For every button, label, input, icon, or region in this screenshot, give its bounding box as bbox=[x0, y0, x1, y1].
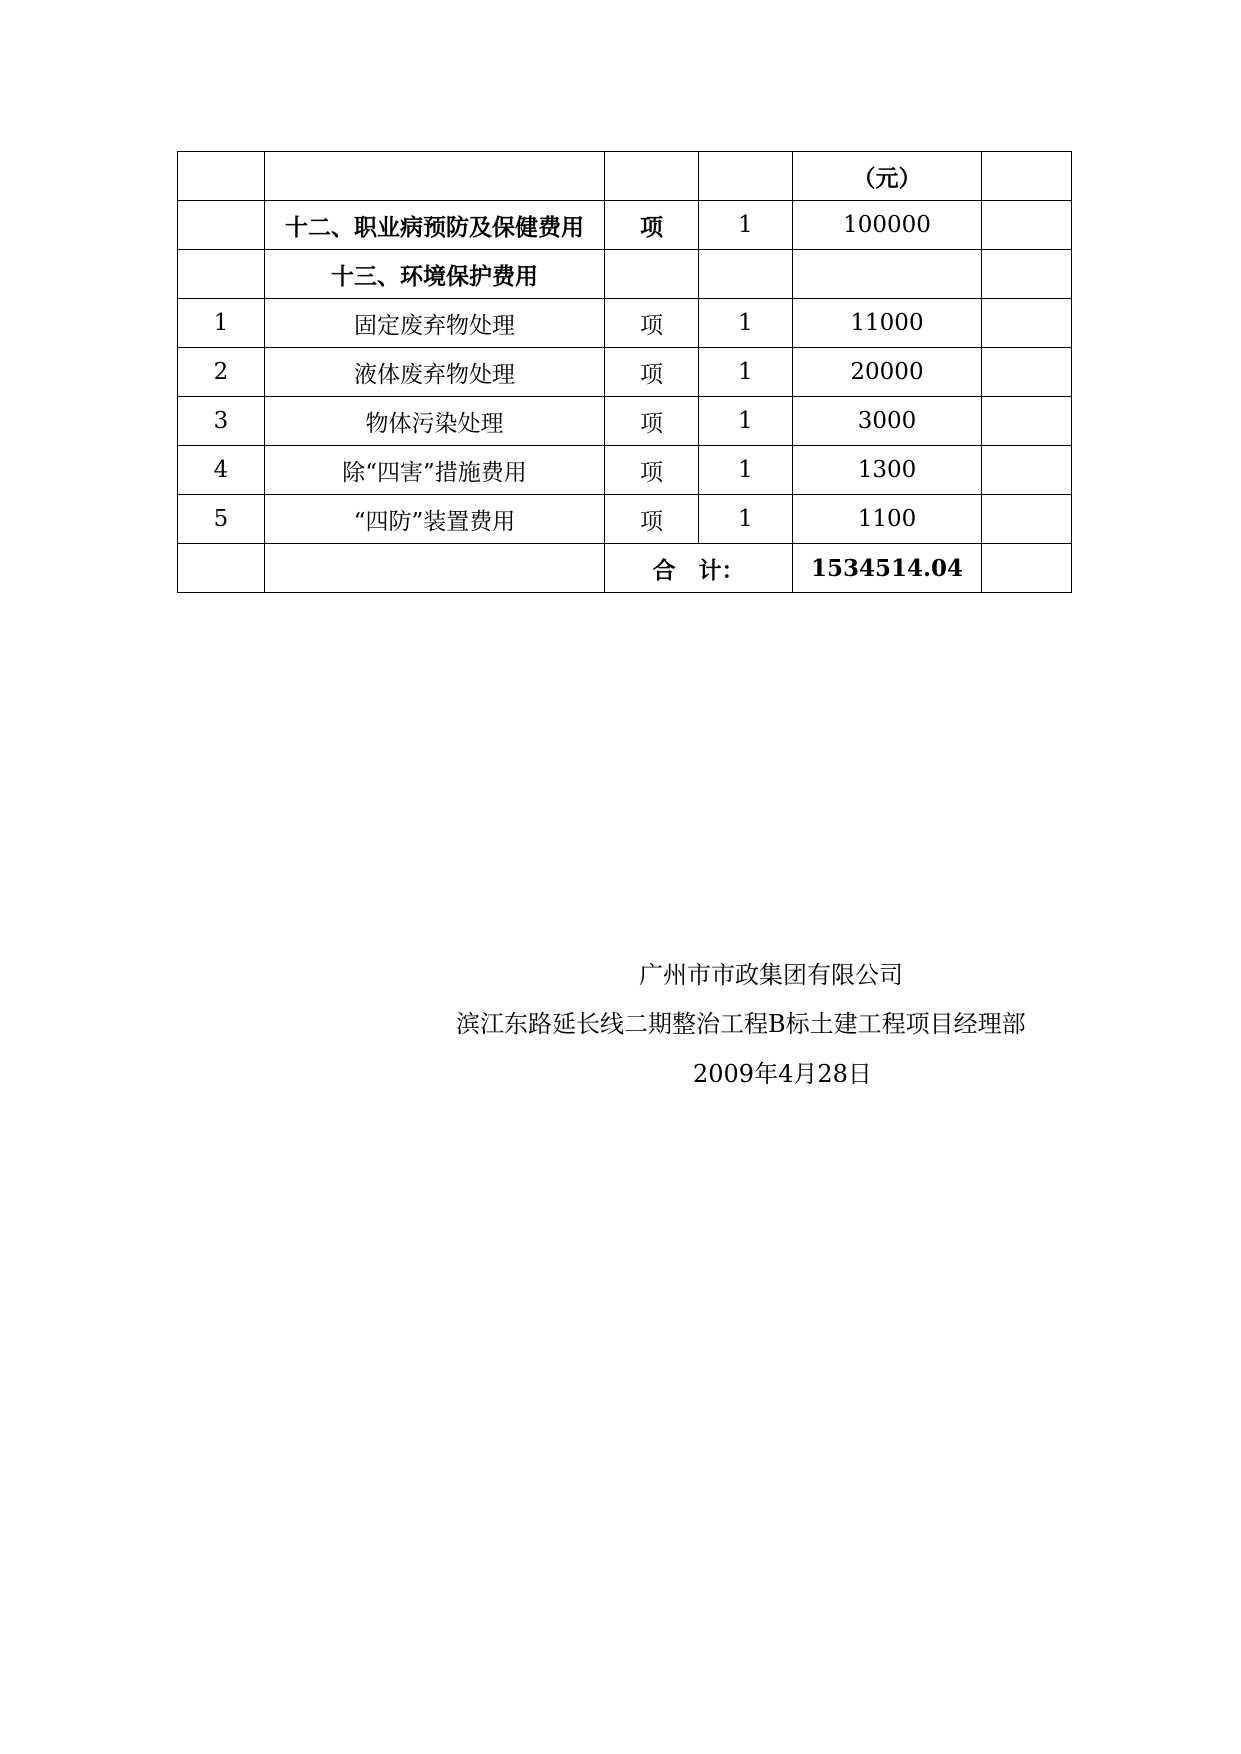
total-empty-no bbox=[178, 544, 265, 593]
header-cell-qty bbox=[699, 152, 793, 201]
row-unit bbox=[605, 250, 699, 299]
header-cell-amount-unit: （元） bbox=[793, 152, 982, 201]
row-item: 十二、职业病预防及保健费用 bbox=[265, 201, 605, 250]
table-row bbox=[178, 250, 1072, 299]
row-no: 3 bbox=[178, 397, 265, 446]
row-no bbox=[178, 250, 265, 299]
header-cell-item bbox=[265, 152, 605, 201]
total-row bbox=[178, 544, 1072, 593]
row-unit: 项 bbox=[605, 299, 699, 348]
table-row bbox=[178, 495, 1072, 544]
row-remark bbox=[982, 299, 1072, 348]
table-row bbox=[178, 446, 1072, 495]
row-qty: 1 bbox=[699, 397, 793, 446]
row-amount: 11000 bbox=[793, 299, 982, 348]
row-item: 除“四害”措施费用 bbox=[265, 446, 605, 495]
row-item: “四防”装置费用 bbox=[265, 495, 605, 544]
row-remark bbox=[982, 250, 1072, 299]
row-unit: 项 bbox=[605, 446, 699, 495]
row-remark bbox=[982, 348, 1072, 397]
row-no: 5 bbox=[178, 495, 265, 544]
signature-company: 广州市市政集团有限公司 bbox=[639, 961, 903, 989]
table-row bbox=[178, 299, 1072, 348]
row-amount: 20000 bbox=[793, 348, 982, 397]
row-item: 液体废弃物处理 bbox=[265, 348, 605, 397]
signature-date: 2009年4月28日 bbox=[693, 1060, 872, 1088]
table-header-row bbox=[178, 152, 1072, 201]
row-unit: 项 bbox=[605, 348, 699, 397]
row-amount: 1100 bbox=[793, 495, 982, 544]
row-amount: 100000 bbox=[793, 201, 982, 250]
table-row bbox=[178, 348, 1072, 397]
header-cell-remark bbox=[982, 152, 1072, 201]
row-amount bbox=[793, 250, 982, 299]
row-qty: 1 bbox=[699, 348, 793, 397]
row-remark bbox=[982, 446, 1072, 495]
table-row bbox=[178, 397, 1072, 446]
row-no: 2 bbox=[178, 348, 265, 397]
header-cell-no bbox=[178, 152, 265, 201]
row-amount: 3000 bbox=[793, 397, 982, 446]
total-amount: 1534514.04 bbox=[793, 544, 982, 593]
row-amount: 1300 bbox=[793, 446, 982, 495]
header-cell-unit bbox=[605, 152, 699, 201]
row-qty: 1 bbox=[699, 446, 793, 495]
row-remark bbox=[982, 495, 1072, 544]
row-item: 固定废弃物处理 bbox=[265, 299, 605, 348]
row-remark bbox=[982, 201, 1072, 250]
row-qty: 1 bbox=[699, 299, 793, 348]
row-unit: 项 bbox=[605, 495, 699, 544]
total-empty-item bbox=[265, 544, 605, 593]
total-label: 合 计： bbox=[605, 544, 793, 593]
row-qty bbox=[699, 250, 793, 299]
signature-department: 滨江东路延长线二期整治工程B标土建工程项目经理部 bbox=[456, 1010, 1026, 1038]
cost-table bbox=[177, 151, 1072, 593]
row-qty: 1 bbox=[699, 201, 793, 250]
row-no: 1 bbox=[178, 299, 265, 348]
row-item: 物体污染处理 bbox=[265, 397, 605, 446]
row-no bbox=[178, 201, 265, 250]
row-qty: 1 bbox=[699, 495, 793, 544]
row-item: 十三、环境保护费用 bbox=[265, 250, 605, 299]
row-no: 4 bbox=[178, 446, 265, 495]
table-row bbox=[178, 201, 1072, 250]
total-empty-remark bbox=[982, 544, 1072, 593]
row-unit: 项 bbox=[605, 201, 699, 250]
row-unit: 项 bbox=[605, 397, 699, 446]
row-remark bbox=[982, 397, 1072, 446]
